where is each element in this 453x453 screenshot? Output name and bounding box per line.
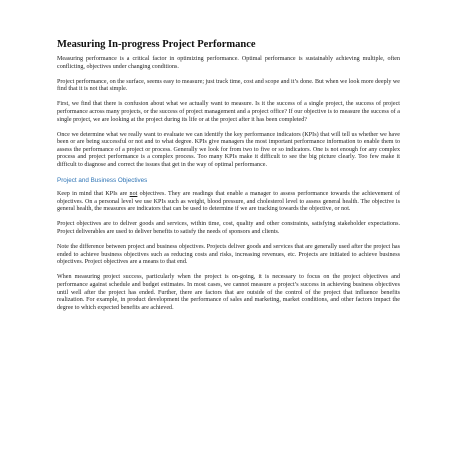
section-heading: Project and Business Objectives (57, 177, 148, 185)
paragraph-confusion: First, we find that there is confusion about what we actually want to measure. Is it the success of a single project, the success of project performance across many projects, or the success of project management and a project office? If our objective is to measure the success of a single project, we are looking at the project during its life or at the project after it has been completed? (57, 101, 400, 123)
paragraph-intro: Measuring performance is a critical factor in optimizing performance. Optimal performance is sustainably achieving multiple, often conflicting, objectives under changing conditions. (57, 56, 400, 70)
page-title: Measuring In-progress Project Performance (57, 39, 256, 50)
paragraph-kpis: Once we determine what we really want to evaluate we can identify the key performance indicators (KPIs) that will tell us whether we have been or are being successful or not and to what degree. KPIs give managers the most important performance information to enable them to assess the performance of a project or process. Generally we look for from two to five or so indicators. One is not enough for any complex process and project performance is a complex process. Too many KPIs make it difficult to see the big picture clearly. Too few make it difficult to diagnose and correct the issues that get in the way of optimal performance. (57, 131, 400, 169)
document-page (57, 38, 400, 320)
paragraph-kpis-not-objectives-start: Keep in mind that KPIs are (57, 191, 130, 198)
paragraph-surface: Project performance, on the surface, seems easy to measure; just track time, cost and scope and it’s done. But when we look more deeply we find that it is not that simple. (57, 78, 400, 93)
paragraph-measuring-success: When measuring project success, particularly when the project is on-going, it is necessary to focus on the project objectives and performance against schedule and budget estimates. In most cases, we cannot measure a project’s success in achieving business objectives until well after the project has ended. Further, there are factors that are outside of the control of the project that influence benefits realization. For example, in product development the performance of sales and marketing, market conditions, and other factors impact the degree to which expected benefits are achieved. (57, 274, 400, 311)
paragraph-kpis-not-objectives-end: objectives. They are readings that enable a manager to assess performance towards the achievement of objectives. On a personal level we use KPIs such as weight, blood pressure, and cholesterol level to assess general health. The objective is general health, the measures are indicators that can be used to determine if we are tracking towards the objective, or not. (57, 191, 400, 213)
paragraph-difference: Note the difference between project and business objectives. Projects deliver goods and services that are generally used after the project has ended to achieve business objectives such as reducing costs and risks, increasing revenues, etc. Projects are initiated to achieve business objectives. Project objectives are a means to that end. (57, 244, 400, 266)
paragraph-project-objectives: Project objectives are to deliver goods and services, within time, cost, quality and other constraints, satisfying stakeholder expectations. Project deliverables are used to deliver benefits to satisfy the needs of sponsors and clients. (57, 221, 400, 235)
underlined-not: not (129, 191, 138, 198)
paragraph-kpis-not-objectives (57, 191, 400, 214)
